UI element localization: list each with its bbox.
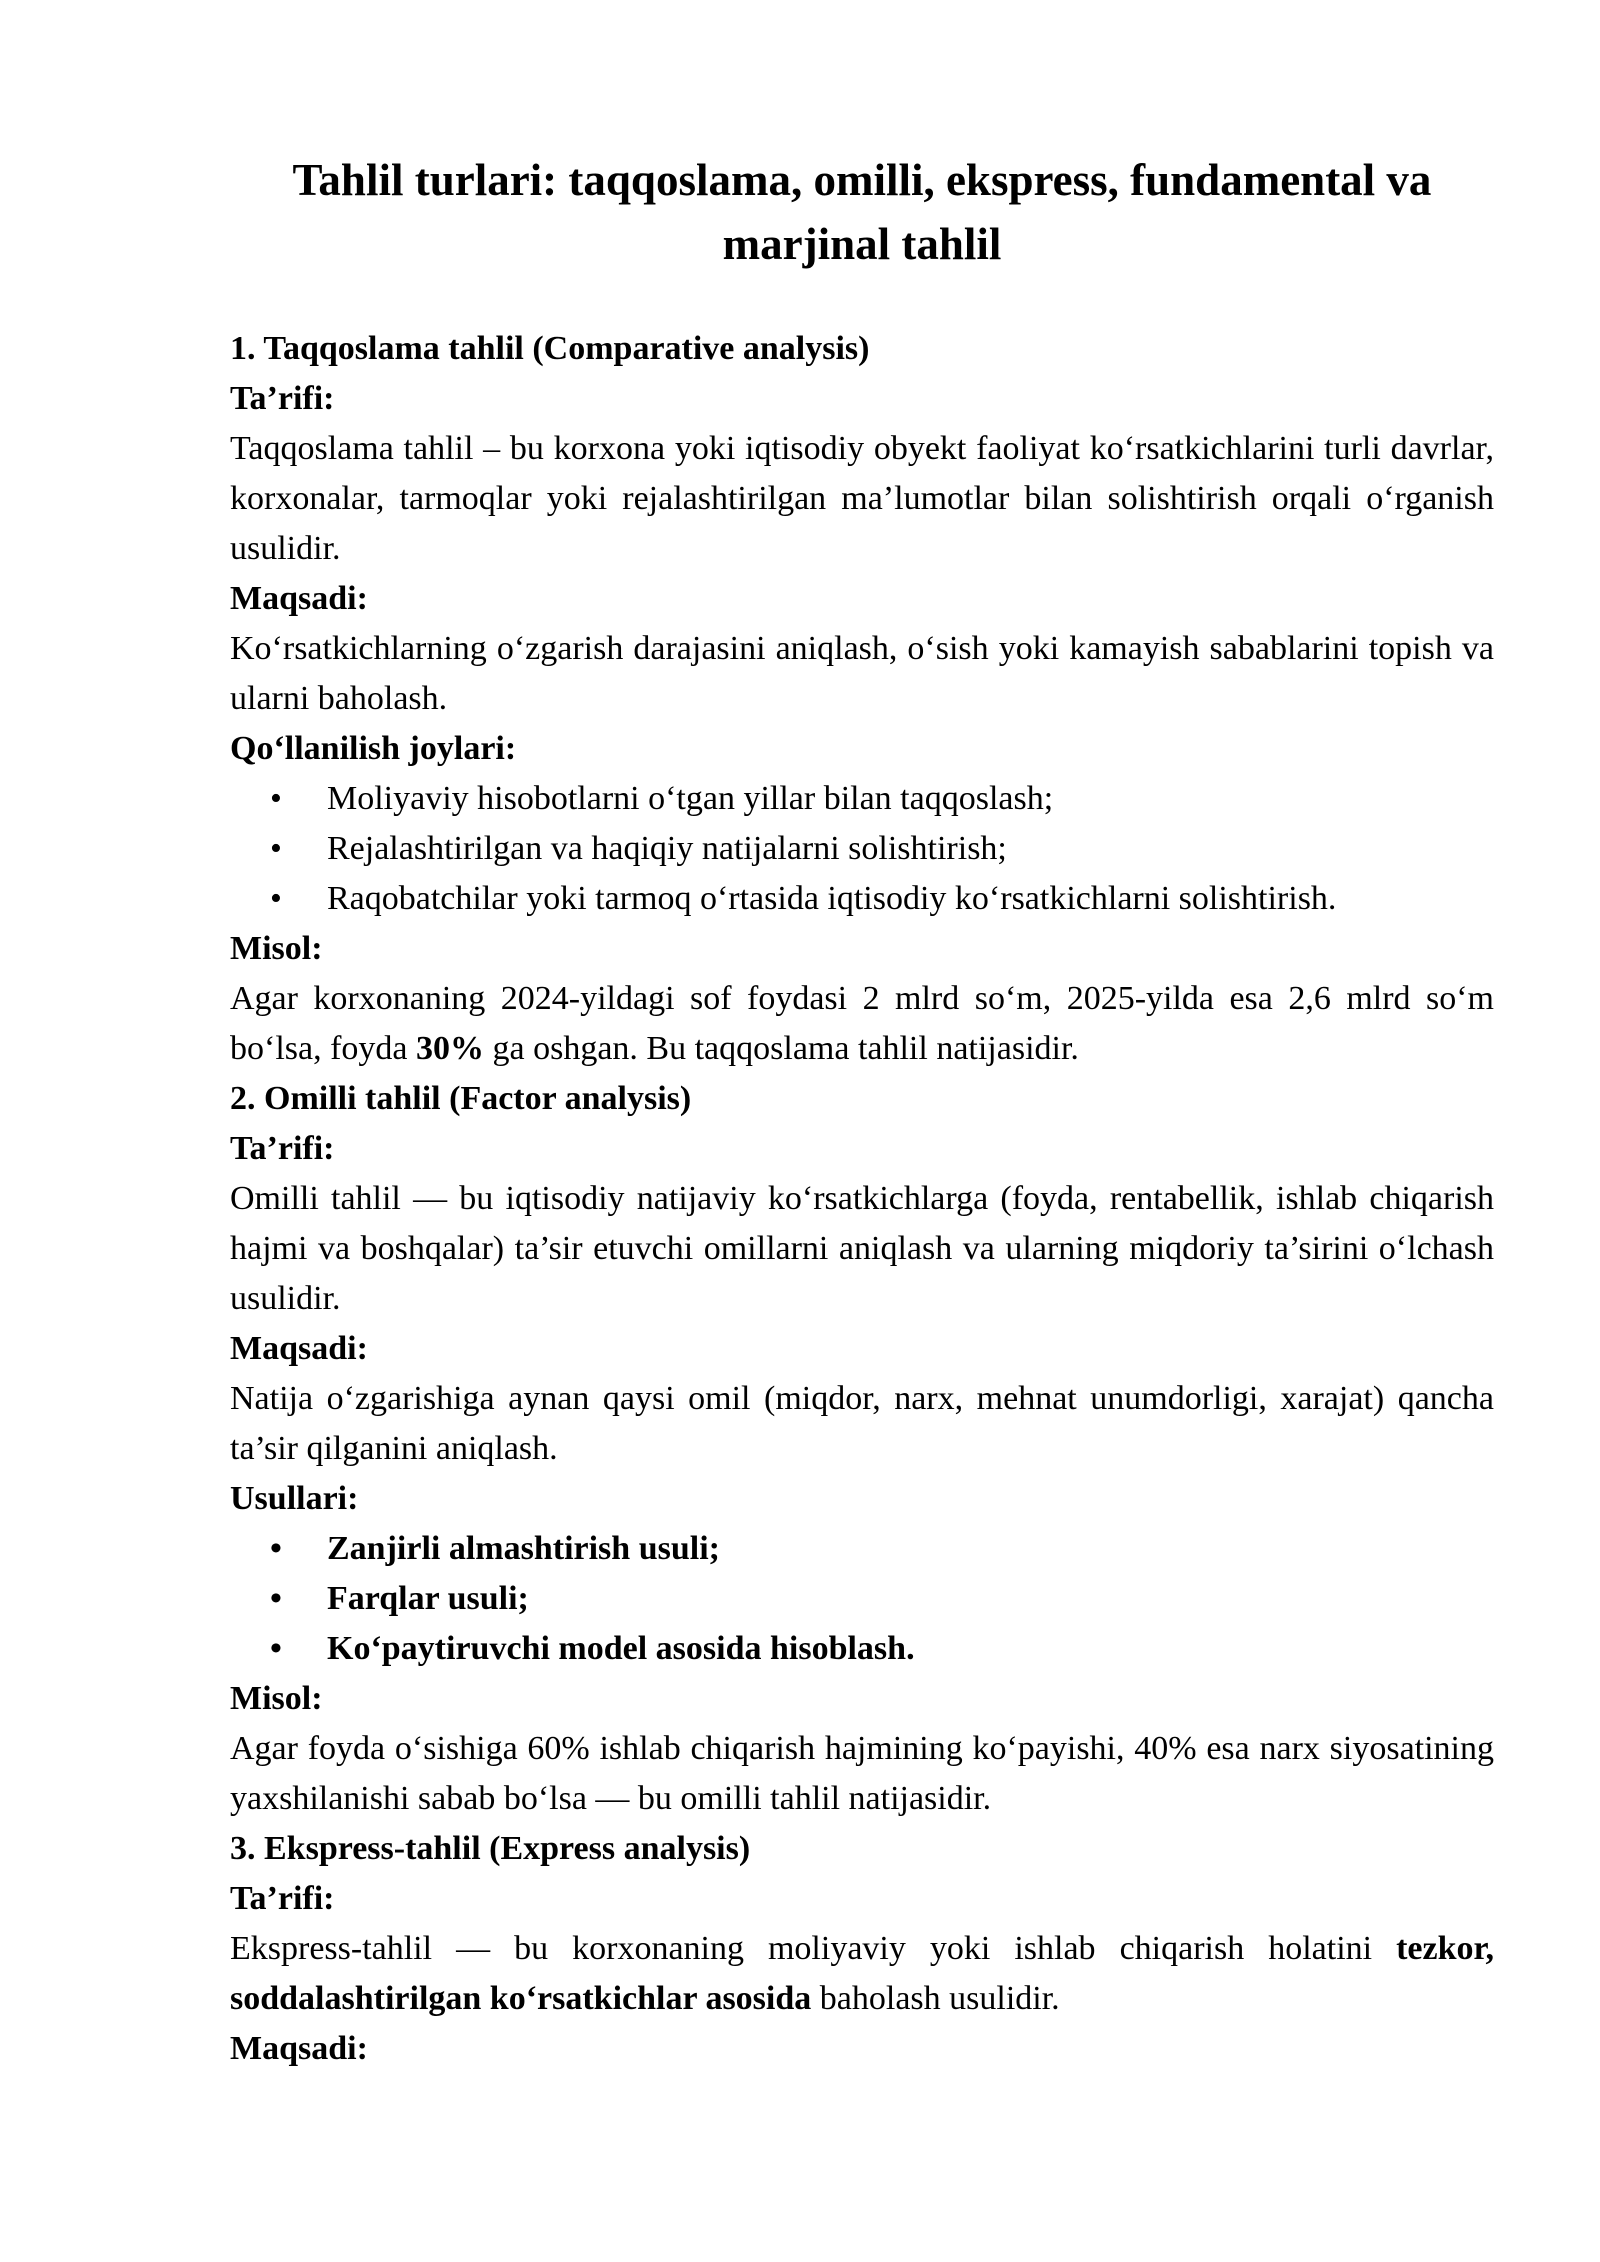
example-label: Misol: <box>230 1680 323 1717</box>
usage-list <box>230 774 1494 924</box>
bullet-icon: • <box>270 1580 282 1617</box>
section-heading: 2. Omilli tahlil (Factor analysis) <box>230 1080 692 1117</box>
document-title-line1: Tahlil turlari: taqqoslama, omilli, ekspress, fundamental va <box>292 155 1432 205</box>
definition-label: Ta’rifi: <box>230 1130 335 1167</box>
bullet-icon: • <box>270 1530 282 1567</box>
section-factor-analysis <box>230 1074 1494 1824</box>
definition-highlight: tezkor, soddalashtirilgan ko‘rsatkichlar asosida <box>230 1930 1494 2017</box>
example-highlight: 30% <box>416 1030 485 1067</box>
methods-label: Usullari: <box>230 1480 359 1517</box>
definition-text: Omilli tahlil — bu iqtisodiy natijaviy ko‘rsatkichlarga (foyda, rentabellik, ishlab chiqarish hajmi va boshqalar) ta’sir etuvchi omillarni aniqlash va ularning miqdoriy ta’sirini o‘lchash usulidir. <box>230 1180 1494 1317</box>
document-page <box>230 148 1494 2074</box>
document-title-line2: marjinal tahlil <box>722 219 1002 269</box>
methods-list <box>230 1524 1494 1674</box>
purpose-text: Ko‘rsatkichlarning o‘zgarish darajasini aniqlash, o‘sish yoki kamayish sabablarini topish va ularni baholash. <box>230 630 1494 717</box>
list-item: • Farqlar usuli; <box>270 1574 1494 1624</box>
section-heading: 3. Ekspress-tahlil (Express analysis) <box>230 1830 751 1867</box>
definition-text: Taqqoslama tahlil – bu korxona yoki iqtisodiy obyekt faoliyat ko‘rsatkichlarini turli davrlar, korxonalar, tarmoqlar yoki rejalashtirilgan ma’lumotlar bilan solishtirish orqali o‘rganish usulidir. <box>230 430 1494 567</box>
bullet-icon: • <box>270 780 282 817</box>
definition-text: Ekspress-tahlil — bu korxonaning moliyaviy yoki ishlab chiqarish holatini tezkor, soddalashtirilgan ko‘rsatkichlar asosida baholash usulidir. <box>230 1930 1494 2017</box>
purpose-label: Maqsadi: <box>230 580 368 617</box>
example-label: Misol: <box>230 930 323 967</box>
usage-label: Qo‘llanilish joylari: <box>230 730 517 767</box>
list-item: • Ko‘paytiruvchi model asosida hisoblash. <box>270 1624 1494 1674</box>
example-text: Agar foyda o‘sishiga 60% ishlab chiqarish hajmining ko‘payishi, 40% esa narx siyosatining yaxshilanishi sabab bo‘lsa — bu omilli tahlil natijasidir. <box>230 1730 1494 1817</box>
purpose-label: Maqsadi: <box>230 2030 368 2067</box>
definition-label: Ta’rifi: <box>230 1880 335 1917</box>
list-item: • Moliyaviy hisobotlarni o‘tgan yillar bilan taqqoslash; <box>270 774 1494 824</box>
list-item: • Zanjirli almashtirish usuli; <box>270 1524 1494 1574</box>
bullet-icon: • <box>270 830 282 867</box>
purpose-label: Maqsadi: <box>230 1330 368 1367</box>
bullet-icon: • <box>270 880 282 917</box>
section-comparative-analysis <box>230 324 1494 1074</box>
list-item: • Raqobatchilar yoki tarmoq o‘rtasida iqtisodiy ko‘rsatkichlarni solishtirish. <box>270 874 1494 924</box>
definition-label: Ta’rifi: <box>230 380 335 417</box>
bullet-icon: • <box>270 1630 282 1667</box>
document-title <box>230 148 1494 276</box>
section-heading: 1. Taqqoslama tahlil (Comparative analysis) <box>230 330 870 367</box>
list-item: • Rejalashtirilgan va haqiqiy natijalarni solishtirish; <box>270 824 1494 874</box>
example-text: Agar korxonaning 2024-yildagi sof foydasi 2 mlrd so‘m, 2025-yilda esa 2,6 mlrd so‘m bo‘lsa, foyda 30% ga oshgan. Bu taqqoslama tahlil natijasidir. <box>230 980 1494 1067</box>
section-express-analysis <box>230 1824 1494 2074</box>
purpose-text: Natija o‘zgarishiga aynan qaysi omil (miqdor, narx, mehnat unumdorligi, xarajat) qancha ta’sir qilganini aniqlash. <box>230 1380 1494 1467</box>
